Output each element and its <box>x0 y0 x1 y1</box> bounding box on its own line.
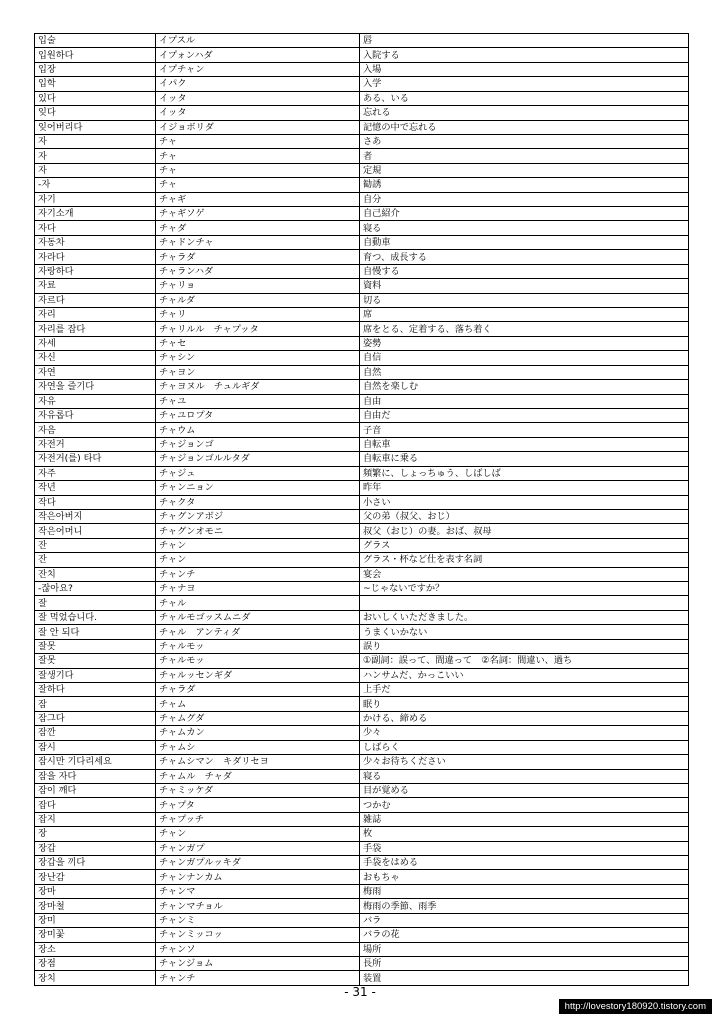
korean-word-cell: 자음 <box>35 423 156 437</box>
katakana-reading-cell: チャリ <box>156 308 360 322</box>
japanese-meaning-cell: ~じゃないですか？ <box>360 582 689 596</box>
katakana-reading-cell: チャムカン <box>156 726 360 740</box>
korean-word-cell: 잘생기다 <box>35 668 156 682</box>
korean-word-cell: 잊어버리다 <box>35 120 156 134</box>
korean-word-cell: 자전거(를) 타다 <box>35 452 156 466</box>
katakana-reading-cell: チャルモゴッスムニダ <box>156 610 360 624</box>
katakana-reading-cell: チャンニョン <box>156 481 360 495</box>
japanese-meaning-cell: 昨年 <box>360 481 689 495</box>
korean-word-cell: 잊다 <box>35 106 156 120</box>
katakana-reading-cell: チャルモッ <box>156 654 360 668</box>
katakana-reading-cell: チャプタ <box>156 798 360 812</box>
table-row <box>35 91 689 105</box>
korean-word-cell: 자세 <box>35 336 156 350</box>
katakana-reading-cell: チャウム <box>156 423 360 437</box>
table-row <box>35 365 689 379</box>
table-row <box>35 553 689 567</box>
korean-word-cell: 잡다 <box>35 798 156 812</box>
table-row <box>35 77 689 91</box>
japanese-meaning-cell: ある、いる <box>360 91 689 105</box>
japanese-meaning-cell: 入場 <box>360 62 689 76</box>
japanese-meaning-cell: 長所 <box>360 957 689 971</box>
table-row <box>35 524 689 538</box>
katakana-reading-cell: チャラダ <box>156 250 360 264</box>
korean-word-cell: 입술 <box>35 34 156 48</box>
korean-word-cell: 자유롭다 <box>35 408 156 422</box>
table-row <box>35 106 689 120</box>
table-row <box>35 654 689 668</box>
korean-word-cell: 자르다 <box>35 293 156 307</box>
table-row <box>35 582 689 596</box>
table-row <box>35 394 689 408</box>
katakana-reading-cell: チャンソ <box>156 942 360 956</box>
japanese-meaning-cell: 自動車 <box>360 235 689 249</box>
vocabulary-table-body <box>35 34 689 986</box>
katakana-reading-cell: チャラダ <box>156 682 360 696</box>
katakana-reading-cell: チャムシ <box>156 740 360 754</box>
katakana-reading-cell: イプォンハダ <box>156 48 360 62</box>
korean-word-cell: 장미꽃 <box>35 928 156 942</box>
korean-word-cell: 잘 먹었습니다. <box>35 610 156 624</box>
table-row <box>35 293 689 307</box>
korean-word-cell: 자리 <box>35 308 156 322</box>
korean-word-cell: 자신 <box>35 351 156 365</box>
katakana-reading-cell: チャリルル チャプッタ <box>156 322 360 336</box>
table-row <box>35 163 689 177</box>
table-row <box>35 870 689 884</box>
korean-word-cell: 잔치 <box>35 567 156 581</box>
table-row <box>35 207 689 221</box>
korean-word-cell: 작년 <box>35 481 156 495</box>
table-row <box>35 380 689 394</box>
table-row <box>35 308 689 322</box>
korean-word-cell: 입학 <box>35 77 156 91</box>
table-row <box>35 755 689 769</box>
katakana-reading-cell: イプスル <box>156 34 360 48</box>
japanese-meaning-cell: 父の弟（叔父、おじ） <box>360 509 689 523</box>
korean-word-cell: 작은아버지 <box>35 509 156 523</box>
table-row <box>35 856 689 870</box>
japanese-meaning-cell: 小さい <box>360 495 689 509</box>
katakana-reading-cell: チャンガプルッキダ <box>156 856 360 870</box>
japanese-meaning-cell: 記憶の中で忘れる <box>360 120 689 134</box>
table-row <box>35 149 689 163</box>
table-row <box>35 34 689 48</box>
table-row <box>35 192 689 206</box>
japanese-meaning-cell: 眠り <box>360 697 689 711</box>
katakana-reading-cell: イッタ <box>156 91 360 105</box>
japanese-meaning-cell: 場所 <box>360 942 689 956</box>
japanese-meaning-cell: しばらく <box>360 740 689 754</box>
table-row <box>35 957 689 971</box>
table-row <box>35 178 689 192</box>
japanese-meaning-cell: 入学 <box>360 77 689 91</box>
katakana-reading-cell: チャンガプ <box>156 841 360 855</box>
katakana-reading-cell: チャンミ <box>156 913 360 927</box>
japanese-meaning-cell: 自己紹介 <box>360 207 689 221</box>
table-row <box>35 250 689 264</box>
katakana-reading-cell: チャンマ <box>156 884 360 898</box>
katakana-reading-cell: チャム <box>156 697 360 711</box>
table-row <box>35 697 689 711</box>
korean-word-cell: 입원하다 <box>35 48 156 62</box>
table-row <box>35 899 689 913</box>
table-row <box>35 481 689 495</box>
katakana-reading-cell: イッタ <box>156 106 360 120</box>
japanese-meaning-cell: 宴会 <box>360 567 689 581</box>
katakana-reading-cell: チャンチ <box>156 971 360 985</box>
japanese-meaning-cell: おいしくいただきました。 <box>360 610 689 624</box>
katakana-reading-cell: チャ <box>156 178 360 192</box>
katakana-reading-cell: チャンナンカム <box>156 870 360 884</box>
japanese-meaning-cell: 自転車に乗る <box>360 452 689 466</box>
japanese-meaning-cell: 自由だ <box>360 408 689 422</box>
korean-word-cell: 장갑 <box>35 841 156 855</box>
japanese-meaning-cell: 誤り <box>360 639 689 653</box>
korean-word-cell: 잘못 <box>35 639 156 653</box>
korean-word-cell: 자다 <box>35 221 156 235</box>
japanese-meaning-cell: 勧誘 <box>360 178 689 192</box>
korean-word-cell: 장마 <box>35 884 156 898</box>
katakana-reading-cell: チャン <box>156 827 360 841</box>
korean-word-cell: 자 <box>35 149 156 163</box>
katakana-reading-cell: チャンマチョル <box>156 899 360 913</box>
katakana-reading-cell: チャグンオモニ <box>156 524 360 538</box>
table-row <box>35 437 689 451</box>
katakana-reading-cell: チャン <box>156 538 360 552</box>
katakana-reading-cell: チャ <box>156 149 360 163</box>
katakana-reading-cell: チャギソゲ <box>156 207 360 221</box>
katakana-reading-cell: チャジュ <box>156 466 360 480</box>
korean-word-cell: 자유 <box>35 394 156 408</box>
korean-word-cell: 자주 <box>35 466 156 480</box>
katakana-reading-cell: チャランハダ <box>156 264 360 278</box>
japanese-meaning-cell: 雑誌 <box>360 812 689 826</box>
table-row <box>35 798 689 812</box>
table-row <box>35 62 689 76</box>
katakana-reading-cell: チャシン <box>156 351 360 365</box>
korean-word-cell: 작은어머니 <box>35 524 156 538</box>
table-row <box>35 625 689 639</box>
korean-word-cell: 잠시만 기다리세요 <box>35 755 156 769</box>
korean-word-cell: 자 <box>35 134 156 148</box>
korean-word-cell: 잠을 자다 <box>35 769 156 783</box>
japanese-meaning-cell: 梅雨 <box>360 884 689 898</box>
japanese-meaning-cell: 自転車 <box>360 437 689 451</box>
table-row <box>35 120 689 134</box>
korean-word-cell: 있다 <box>35 91 156 105</box>
japanese-meaning-cell: おもちゃ <box>360 870 689 884</box>
japanese-meaning-cell: 頻繁に、しょっちゅう、しばしば <box>360 466 689 480</box>
katakana-reading-cell: チャジョンゴ <box>156 437 360 451</box>
japanese-meaning-cell: 目が覚める <box>360 783 689 797</box>
korean-word-cell: 장마철 <box>35 899 156 913</box>
korean-word-cell: 잠깐 <box>35 726 156 740</box>
korean-word-cell: 잠그다 <box>35 711 156 725</box>
table-row <box>35 322 689 336</box>
table-row <box>35 913 689 927</box>
korean-word-cell: 잠시 <box>35 740 156 754</box>
japanese-meaning-cell: 資料 <box>360 279 689 293</box>
katakana-reading-cell: チャナヨ <box>156 582 360 596</box>
japanese-meaning-cell: 少々 <box>360 726 689 740</box>
korean-word-cell: 장치 <box>35 971 156 985</box>
katakana-reading-cell: チャプッチ <box>156 812 360 826</box>
katakana-reading-cell: チャンジョム <box>156 957 360 971</box>
korean-word-cell: 잔 <box>35 553 156 567</box>
korean-word-cell: 자라다 <box>35 250 156 264</box>
japanese-meaning-cell: 席をとる、定着する、落ち着く <box>360 322 689 336</box>
table-row <box>35 639 689 653</box>
japanese-meaning-cell: グラス・杯など仕を表す名詞 <box>360 553 689 567</box>
japanese-meaning-cell: 育つ、成長する <box>360 250 689 264</box>
katakana-reading-cell: チャルッセンギダ <box>156 668 360 682</box>
japanese-meaning-cell <box>360 596 689 610</box>
korean-word-cell: 자연을 즐기다 <box>35 380 156 394</box>
table-row <box>35 48 689 62</box>
japanese-meaning-cell: 忘れる <box>360 106 689 120</box>
japanese-meaning-cell: 手袋 <box>360 841 689 855</box>
katakana-reading-cell: イジョボリダ <box>156 120 360 134</box>
table-row <box>35 668 689 682</box>
table-row <box>35 769 689 783</box>
korean-word-cell: 장소 <box>35 942 156 956</box>
korean-word-cell: 자기 <box>35 192 156 206</box>
katakana-reading-cell: イプチャン <box>156 62 360 76</box>
korean-word-cell: 자연 <box>35 365 156 379</box>
korean-word-cell: 자랑하다 <box>35 264 156 278</box>
watermark-url: http://lovestory180920.tistory.com <box>559 999 712 1014</box>
japanese-meaning-cell: 入院する <box>360 48 689 62</box>
table-row <box>35 783 689 797</box>
japanese-meaning-cell: 寝る <box>360 769 689 783</box>
katakana-reading-cell: チャグンアボジ <box>156 509 360 523</box>
katakana-reading-cell: チャンチ <box>156 567 360 581</box>
japanese-meaning-cell: 自信 <box>360 351 689 365</box>
japanese-meaning-cell: 装置 <box>360 971 689 985</box>
korean-word-cell: 장갑을 끼다 <box>35 856 156 870</box>
korean-word-cell: 자동차 <box>35 235 156 249</box>
table-row <box>35 495 689 509</box>
table-row <box>35 408 689 422</box>
katakana-reading-cell: チャル アンティダ <box>156 625 360 639</box>
japanese-meaning-cell: バラ <box>360 913 689 927</box>
japanese-meaning-cell: 切る <box>360 293 689 307</box>
katakana-reading-cell: チャル <box>156 596 360 610</box>
korean-word-cell: -자 <box>35 178 156 192</box>
katakana-reading-cell: チャセ <box>156 336 360 350</box>
japanese-meaning-cell: 上手だ <box>360 682 689 696</box>
korean-word-cell: 장난감 <box>35 870 156 884</box>
japanese-meaning-cell: 自慢する <box>360 264 689 278</box>
katakana-reading-cell: チャムル チャダ <box>156 769 360 783</box>
japanese-meaning-cell: 枚 <box>360 827 689 841</box>
table-row <box>35 682 689 696</box>
japanese-meaning-cell: バラの花 <box>360 928 689 942</box>
table-row <box>35 466 689 480</box>
katakana-reading-cell: チャヨヌル チュルギダ <box>156 380 360 394</box>
table-row <box>35 827 689 841</box>
japanese-meaning-cell: 唇 <box>360 34 689 48</box>
japanese-meaning-cell: つかむ <box>360 798 689 812</box>
table-row <box>35 452 689 466</box>
korean-word-cell: 잘못 <box>35 654 156 668</box>
japanese-meaning-cell: 子音 <box>360 423 689 437</box>
katakana-reading-cell: イパク <box>156 77 360 91</box>
table-row <box>35 538 689 552</box>
korean-word-cell: 자기소개 <box>35 207 156 221</box>
katakana-reading-cell: チャダ <box>156 221 360 235</box>
korean-word-cell: -잖아요? <box>35 582 156 596</box>
korean-word-cell: 잔 <box>35 538 156 552</box>
katakana-reading-cell: チャルモッ <box>156 639 360 653</box>
table-row <box>35 610 689 624</box>
japanese-meaning-cell: うまくいかない <box>360 625 689 639</box>
korean-word-cell: 자리를 잡다 <box>35 322 156 336</box>
table-row <box>35 942 689 956</box>
japanese-meaning-cell: 席 <box>360 308 689 322</box>
katakana-reading-cell: チャドンチャ <box>156 235 360 249</box>
japanese-meaning-cell: 梅雨の季節、雨季 <box>360 899 689 913</box>
korean-word-cell: 잘 <box>35 596 156 610</box>
table-row <box>35 812 689 826</box>
table-row <box>35 726 689 740</box>
japanese-meaning-cell: 自由 <box>360 394 689 408</box>
japanese-meaning-cell: グラス <box>360 538 689 552</box>
table-row <box>35 264 689 278</box>
table-row <box>35 971 689 985</box>
korean-word-cell: 장점 <box>35 957 156 971</box>
table-row <box>35 711 689 725</box>
korean-word-cell: 작다 <box>35 495 156 509</box>
korean-word-cell: 잘 안 되다 <box>35 625 156 639</box>
korean-word-cell: 잠 <box>35 697 156 711</box>
japanese-meaning-cell: 自然を楽しむ <box>360 380 689 394</box>
table-row <box>35 221 689 235</box>
katakana-reading-cell: チャクタ <box>156 495 360 509</box>
table-row <box>35 509 689 523</box>
katakana-reading-cell: チャルダ <box>156 293 360 307</box>
table-row <box>35 423 689 437</box>
korean-word-cell: 잠이 깨다 <box>35 783 156 797</box>
japanese-meaning-cell: 者 <box>360 149 689 163</box>
korean-word-cell: 장 <box>35 827 156 841</box>
katakana-reading-cell: チャジョンゴルルタダ <box>156 452 360 466</box>
japanese-meaning-cell: さあ <box>360 134 689 148</box>
korean-word-cell: 장미 <box>35 913 156 927</box>
table-row <box>35 134 689 148</box>
katakana-reading-cell: チャヨン <box>156 365 360 379</box>
table-row <box>35 336 689 350</box>
japanese-meaning-cell: ハンサムだ、かっこいい <box>360 668 689 682</box>
katakana-reading-cell: チャミッケダ <box>156 783 360 797</box>
japanese-meaning-cell: かける、締める <box>360 711 689 725</box>
katakana-reading-cell: チャユ <box>156 394 360 408</box>
katakana-reading-cell: チャンミッコッ <box>156 928 360 942</box>
japanese-meaning-cell: 姿勢 <box>360 336 689 350</box>
korean-word-cell: 자전거 <box>35 437 156 451</box>
katakana-reading-cell: チャ <box>156 134 360 148</box>
table-row <box>35 596 689 610</box>
katakana-reading-cell: チャムグダ <box>156 711 360 725</box>
table-row <box>35 740 689 754</box>
vocabulary-table <box>34 33 689 986</box>
table-row <box>35 841 689 855</box>
table-row <box>35 279 689 293</box>
katakana-reading-cell: チャリョ <box>156 279 360 293</box>
table-row <box>35 884 689 898</box>
katakana-reading-cell: チャン <box>156 553 360 567</box>
japanese-meaning-cell: 手袋をはめる <box>360 856 689 870</box>
japanese-meaning-cell: 寝る <box>360 221 689 235</box>
japanese-meaning-cell: 自分 <box>360 192 689 206</box>
table-row <box>35 351 689 365</box>
page-number: - 31 - <box>344 985 376 999</box>
korean-word-cell: 자료 <box>35 279 156 293</box>
table-row <box>35 928 689 942</box>
korean-word-cell: 자 <box>35 163 156 177</box>
japanese-meaning-cell: 叔父（おじ）の妻。おば、叔母 <box>360 524 689 538</box>
korean-word-cell: 입장 <box>35 62 156 76</box>
korean-word-cell: 잡지 <box>35 812 156 826</box>
katakana-reading-cell: チャギ <box>156 192 360 206</box>
japanese-meaning-cell: ①副詞：誤って、間違って ②名詞：間違い、過ち <box>360 654 689 668</box>
katakana-reading-cell: チャムシマン キダリセヨ <box>156 755 360 769</box>
table-row <box>35 567 689 581</box>
japanese-meaning-cell: 定規 <box>360 163 689 177</box>
japanese-meaning-cell: 少々お待ちください <box>360 755 689 769</box>
korean-word-cell: 잘하다 <box>35 682 156 696</box>
japanese-meaning-cell: 自然 <box>360 365 689 379</box>
katakana-reading-cell: チャ <box>156 163 360 177</box>
katakana-reading-cell: チャユロプタ <box>156 408 360 422</box>
table-row <box>35 235 689 249</box>
